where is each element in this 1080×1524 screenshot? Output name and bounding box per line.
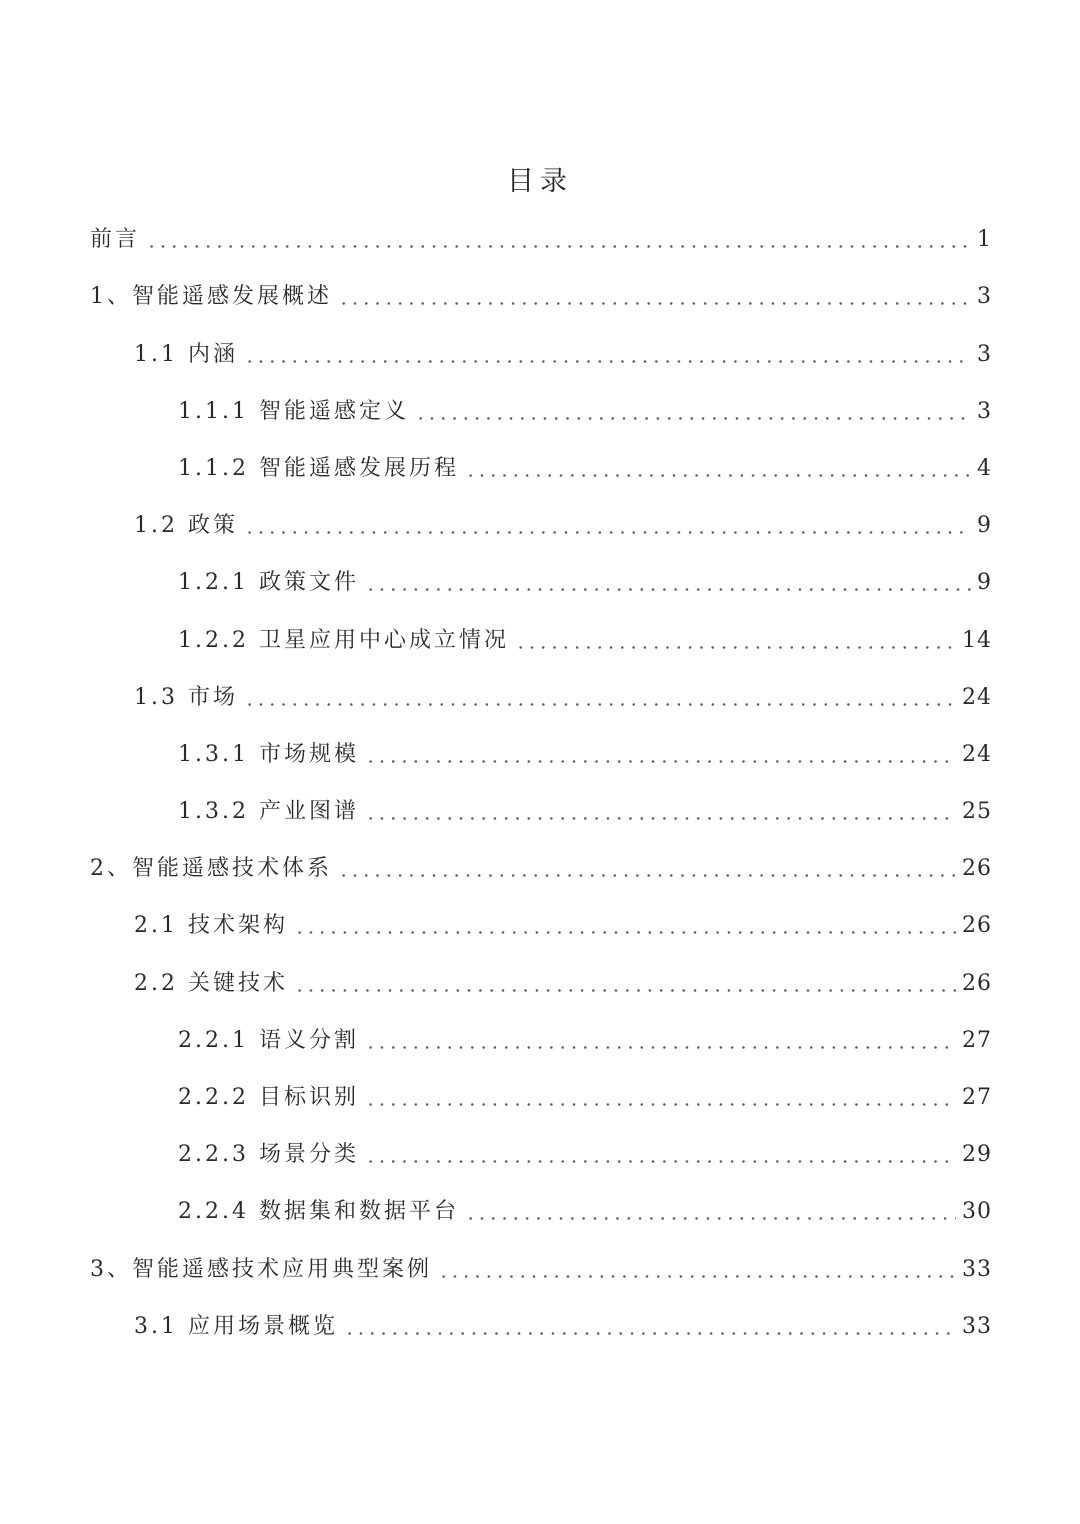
toc-entry-label: 3、智能遥感技术应用典型案例 [90, 1256, 432, 1282]
toc-leader-dots [465, 474, 971, 477]
toc-entry-label: 1.3.1 市场规模 [178, 741, 359, 767]
toc-entry-page: 14 [962, 627, 992, 653]
toc-entry[interactable] [90, 210, 992, 267]
toc-leader-dots [294, 931, 956, 934]
toc-entry[interactable] [90, 267, 992, 324]
toc-entry-label: 1.1.2 智能遥感发展历程 [178, 455, 459, 481]
toc-entry-page: 26 [962, 970, 992, 996]
toc-entry-page: 26 [962, 856, 992, 882]
toc-entry-label: 1.1.1 智能遥感定义 [178, 398, 409, 424]
toc-entry-page: 9 [977, 513, 992, 539]
toc-leader-dots [344, 1332, 956, 1335]
toc-list [90, 210, 992, 1354]
toc-leader-dots [465, 1217, 956, 1220]
toc-entry-label: 3.1 应用场景概览 [134, 1313, 338, 1339]
toc-leader-dots [438, 1275, 956, 1278]
toc-entry-page: 27 [962, 1085, 992, 1110]
toc-leader-dots [365, 760, 956, 763]
toc-entry-label: 2.2 关键技术 [134, 970, 288, 996]
toc-leader-dots [365, 1103, 956, 1106]
toc-entry[interactable] [90, 1068, 992, 1125]
toc-leader-dots [146, 245, 971, 248]
toc-leader-dots [244, 360, 971, 363]
toc-entry-page: 1 [977, 227, 992, 253]
toc-entry[interactable] [90, 496, 992, 553]
toc-entry-label: 1.3 市场 [134, 684, 238, 710]
toc-entry-page: 3 [977, 284, 992, 310]
toc-entry-label: 2.2.4 数据集和数据平台 [178, 1199, 459, 1225]
toc-entry[interactable] [90, 839, 992, 896]
toc-leader-dots [338, 302, 971, 305]
toc-entry[interactable] [90, 439, 992, 496]
toc-entry-label: 2.1 技术架构 [134, 913, 288, 939]
toc-leader-dots [365, 1160, 956, 1163]
toc-leader-dots [244, 703, 956, 706]
toc-leader-dots [365, 1046, 956, 1049]
toc-entry-page: 33 [962, 1313, 992, 1339]
toc-leader-dots [338, 874, 956, 877]
toc-entry-label: 1.1 内涵 [134, 341, 238, 367]
toc-entry-label: 前言 [90, 227, 141, 253]
toc-entry-page: 3 [977, 341, 992, 367]
toc-entry-label: 2.2.1 语义分割 [178, 1027, 359, 1053]
toc-entry-label: 2.2.3 场景分类 [178, 1142, 359, 1168]
toc-title: 目录 [507, 166, 573, 197]
toc-entry-page: 9 [977, 570, 992, 596]
toc-entry-page: 27 [962, 1027, 992, 1053]
toc-leader-dots [365, 588, 971, 591]
toc-entry[interactable] [90, 382, 992, 439]
toc-leader-dots [244, 531, 971, 534]
toc-entry[interactable] [90, 1011, 992, 1068]
toc-entry-page: 30 [962, 1199, 992, 1225]
toc-entry[interactable] [90, 782, 992, 839]
toc-entry-label: 1、智能遥感发展概述 [90, 284, 332, 310]
toc-entry[interactable] [90, 953, 992, 1010]
toc-entry[interactable] [90, 1182, 992, 1239]
toc-entry[interactable] [90, 553, 992, 610]
toc-entry-page: 3 [977, 398, 992, 424]
toc-entry-label: 1.3.2 产业图谱 [178, 799, 359, 825]
toc-entry-label: 2.2.2 目标识别 [178, 1085, 359, 1110]
toc-entry[interactable] [90, 1297, 992, 1354]
toc-leader-dots [294, 989, 956, 992]
toc-entry[interactable] [90, 725, 992, 782]
toc-entry-page: 25 [962, 799, 992, 825]
toc-entry-label: 1.2 政策 [134, 513, 238, 539]
toc-entry-label: 1.2.2 卫星应用中心成立情况 [178, 627, 509, 653]
toc-entry-page: 26 [962, 913, 992, 939]
toc-entry-page: 24 [962, 741, 992, 767]
toc-entry[interactable] [90, 324, 992, 381]
toc-entry-label: 1.2.1 政策文件 [178, 570, 359, 596]
toc-entry[interactable] [90, 668, 992, 725]
toc-entry[interactable] [90, 1239, 992, 1296]
toc-entry[interactable] [90, 896, 992, 953]
toc-entry-label: 2、智能遥感技术体系 [90, 856, 332, 882]
toc-leader-dots [365, 817, 956, 820]
toc-entry[interactable] [90, 610, 992, 667]
toc-entry-page: 33 [962, 1256, 992, 1282]
toc-leader-dots [515, 646, 956, 649]
toc-entry[interactable] [90, 1125, 992, 1182]
toc-leader-dots [415, 417, 971, 420]
toc-entry-page: 4 [977, 455, 992, 481]
toc-entry-page: 29 [962, 1142, 992, 1168]
toc-entry-page: 24 [962, 684, 992, 710]
